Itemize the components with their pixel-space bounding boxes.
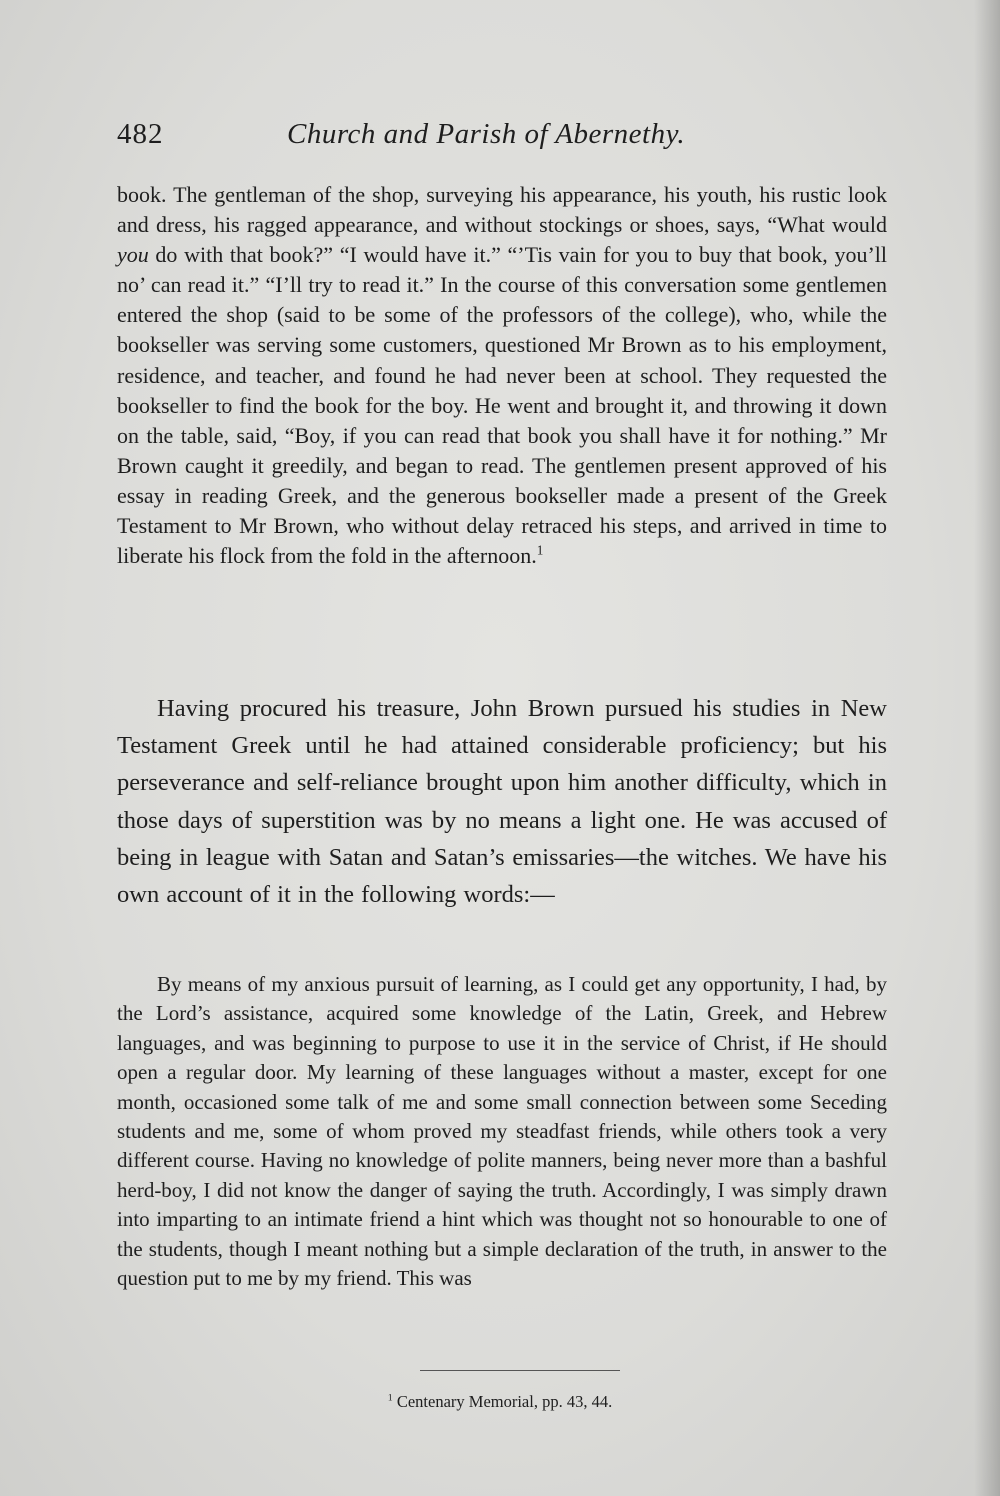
paragraph-greek-studies: Having procured his treasure, John Brown pursued his studies in New Testament Greek until he had attained considerable proficiency; but his perseverance and self-reliance brought upon him another difficulty, which in those days of superstition was by no means a light one. He was accused of being in league with Satan and Satan’s emissaries—the witches. We have his own account of it in the following words:— <box>117 695 887 909</box>
page-edge-shadow <box>974 0 1000 1496</box>
footnote-reference: 1 <box>536 542 544 558</box>
page-header <box>117 118 887 158</box>
footnote-text: Centenary Memorial, pp. 43, 44. <box>392 1392 613 1411</box>
footnote <box>0 1392 1000 1412</box>
paragraph-text-part: book. The gentleman of the shop, surveying his appearance, his youth, his rustic look and dress, his ragged appearance, and without stockings or shoes, says, “What would <box>117 182 887 238</box>
paragraph-text-part: do with that book?” “I would have it.” “’Tis vain for you to buy that book, you’ll no’ can read it.” “I’ll try to read it.” In the course of this conversation some gentlemen entered the shop (said to be some of the professors of the college), who, while the bookseller was serving some customers, questioned Mr Brown as to his employment, residence, and teacher, and found he had never been at school. They requested the bookseller to find the book for the boy. He went and brought it, and throwing it down on the table, said, “Boy, if you can read that book you shall have it for nothing.” Mr Brown caught it greedily, and began to read. The gentlemen present approved of his essay in reading Greek, and the generous bookseller made a present of the Greek Testament to Mr Brown, who without delay retraced his steps, and arrived in time to liberate his flock from the fold in the afternoon. <box>117 242 887 569</box>
footnote-marker: 1 <box>387 1392 393 1404</box>
paragraph-quoted-account: By means of my anxious pursuit of learning, as I could get any opportunity, I had, by the Lord’s assistance, acquired some knowledge of the Latin, Greek, and Hebrew languages, and was beginning to purpose to use it in the service of Christ, if He should open a regular door. My learning of these languages without a master, except for one month, occasioned some talk of me and some small connection between some Seceding students and me, some of whom proved my steadfast friends, while others took a very different course. Having no knowledge of polite manners, being never more than a bashful herd-boy, I did not know the danger of saying the truth. Accordingly, I was simply drawn into imparting to an intimate friend a hint which was thought not so honourable to one of the students, though I meant nothing but a simple declaration of the truth, in answer to the question put to me by my friend. This was <box>117 972 887 1291</box>
page-number: 482 <box>117 118 164 150</box>
running-title: Church and Parish of Abernethy. <box>287 118 686 150</box>
paragraph-bookshop-story <box>117 180 887 571</box>
emphasized-word: you <box>117 242 149 268</box>
footnote-divider <box>420 1370 620 1371</box>
